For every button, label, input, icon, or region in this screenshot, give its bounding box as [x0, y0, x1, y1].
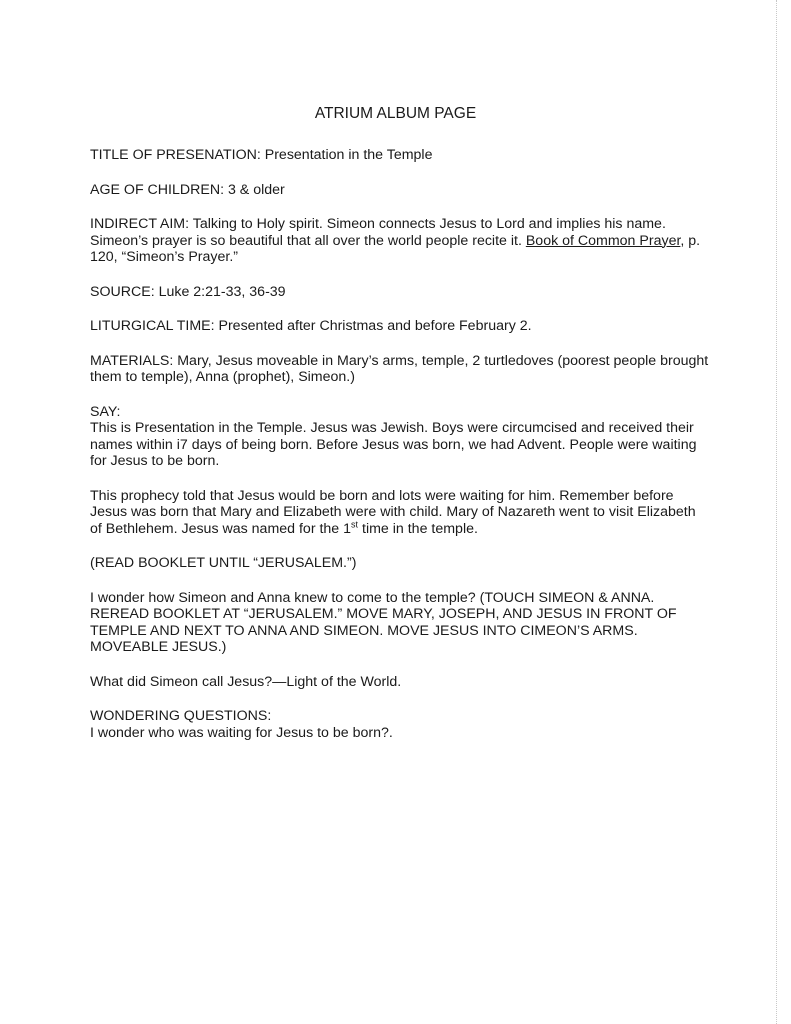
- ordinal-suffix: st: [351, 518, 359, 529]
- document-body: [90, 147, 710, 759]
- title-of-presentation: TITLE OF PRESENATION: Presentation in the Temple: [90, 147, 433, 163]
- prophecy-paragraph: [90, 488, 710, 538]
- liturgical-time: LITURGICAL TIME: Presented after Christmas and before February 2.: [90, 318, 532, 334]
- scan-edge-marks: [770, 0, 777, 1024]
- wonder-paragraph: I wonder how Simeon and Anna knew to come to the temple? (TOUCH SIMEON & ANNA. REREAD BOOKLET AT “JERUSALEM.” MOVE MARY, JOSEPH, AND JESUS IN FRONT OF TEMPLE AND NEXT TO ANNA AND SIMEON. MOVE JESUS INTO CIMEON’S ARMS. MOVEABLE JESUS.): [90, 589, 677, 655]
- materials: MATERIALS: Mary, Jesus moveable in Mary’s arms, temple, 2 turtledoves (poorest people brought them to temple), Anna (prophet), Simeon.): [90, 352, 709, 385]
- source: SOURCE: Luke 2:21-33, 36-39: [90, 283, 286, 300]
- simeon-call: What did Simeon call Jesus?—Light of the World.: [90, 673, 402, 690]
- prophecy-text: This prophecy told that Jesus would be born and lots were waiting for him. Remember before Jesus was born that Mary and Elizabeth were with child. Mary of Nazareth went to visit Elizabeth of Bethlehem. Jesus was named for the 1: [90, 487, 696, 537]
- prophecy-text-end: time in the temple.: [358, 520, 478, 537]
- book-title: Book of Common Prayer: [525, 232, 681, 249]
- wondering-questions-label: WONDERING QUESTIONS:: [90, 708, 272, 724]
- say-paragraph: This is Presentation in the Temple. Jesus was Jewish. Boys were circumcised and received their names within i7 days of being born. Before Jesus was born, we had Advent. People were waiting for Jesus to be born.: [90, 420, 697, 469]
- age-of-children: AGE OF CHILDREN: 3 & older: [90, 181, 285, 198]
- page-heading: ATRIUM ALBUM PAGE: [314, 105, 477, 122]
- indirect-aim-text: INDIRECT AIM: Talking to Holy spirit. Simeon connects Jesus to Lord and implies his name. Simeon’s prayer is so beautiful that all over the world people recite it.: [90, 216, 666, 249]
- indirect-aim: [90, 216, 710, 266]
- read-booklet-instruction: (READ BOOKLET UNTIL “JERUSALEM.”): [90, 555, 357, 571]
- indirect-aim-citation: , p. 120, “Simeon’s Prayer.”: [90, 232, 701, 265]
- say-label: SAY:: [90, 403, 121, 420]
- wondering-question: I wonder who was waiting for Jesus to be born?.: [90, 724, 393, 741]
